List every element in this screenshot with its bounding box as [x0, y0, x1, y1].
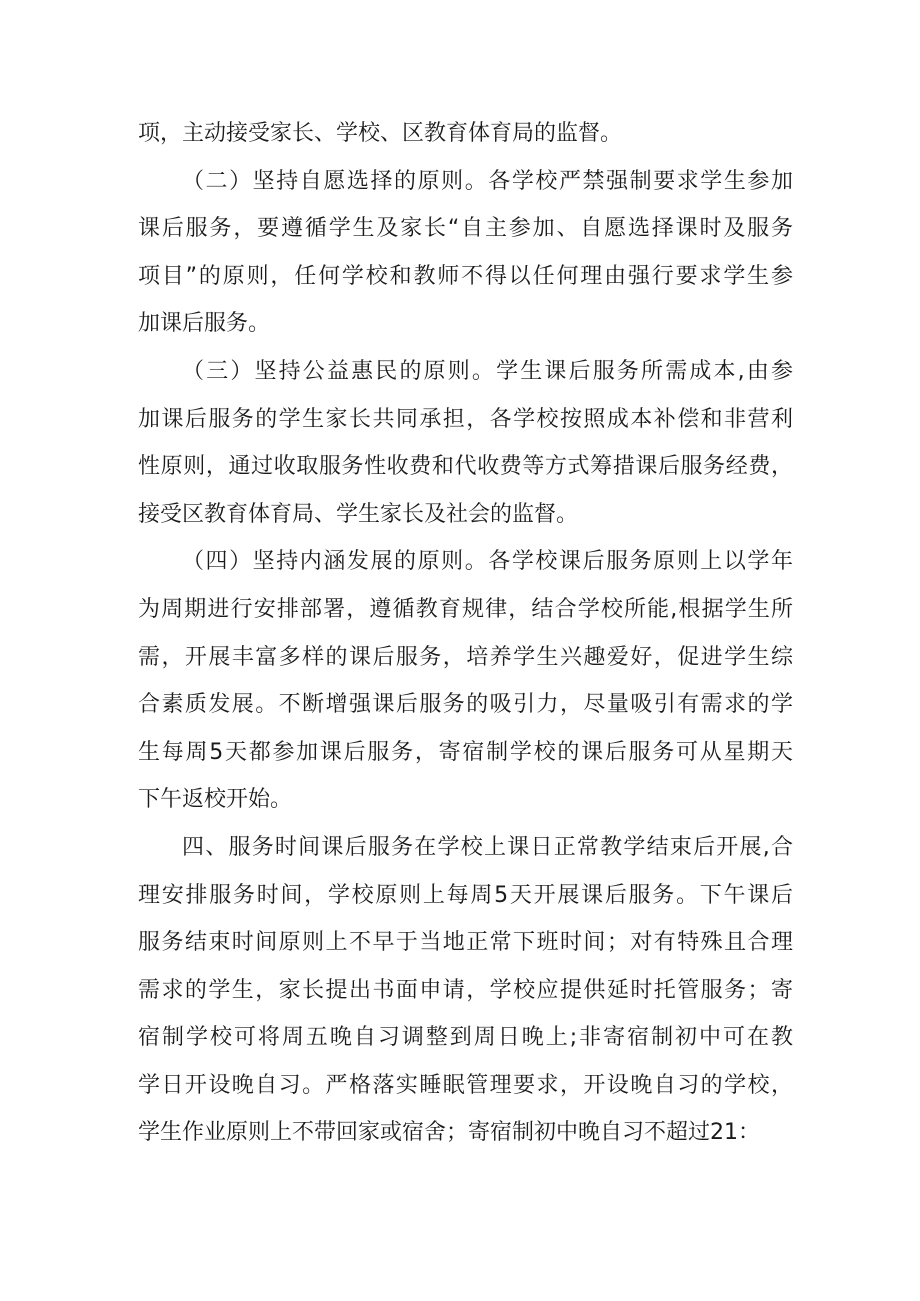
text-line: （二）坚持自愿选择的原则。各学校严禁强制要求学生参加: [182, 168, 793, 194]
text-line: 项目”的原则，任何学校和教师不得以任何理由强行要求学生参: [138, 263, 793, 289]
text-line: 合素质发展。不断增强课后服务的吸引力，尽量吸引有需求的学: [138, 692, 793, 718]
text-line: 加课后服务。: [138, 311, 271, 337]
text-line: 项，主动接受家长、学校、区教育体育局的监督。: [138, 121, 623, 146]
document-body: [138, 110, 793, 1157]
text-line: （四）坚持内涵发展的原则。各学校课后服务原则上以学年: [182, 549, 793, 575]
text-line: 学生作业原则上不带回家或宿舍；寄宿制初中晚自习不超过21：: [138, 1120, 760, 1146]
text-line: 生每周5天都参加课后服务，寄宿制学校的课后服务可从星期天: [138, 739, 793, 765]
text-line: 下午返校开始。: [138, 787, 293, 813]
text-line: 服务结束时间原则上不早于当地正常下班时间；对有特殊且合理: [138, 930, 793, 956]
text-line: （三）坚持公益惠民的原则。学生课后服务所需成本,由参: [182, 358, 793, 384]
text-line: 加课后服务的学生家长共同承担，各学校按照成本补偿和非营利: [138, 406, 793, 432]
text-line: 为周期进行安排部署，遵循教育规律，结合学校所能,根据学生所: [138, 596, 793, 622]
text-line: 四、服务时间课后服务在学校上课日正常教学结束后开展,合: [182, 834, 793, 860]
text-line: 需求的学生，家长提出书面申请，学校应提供延时托管服务；寄: [138, 977, 793, 1003]
text-line: 学日开设晚自习。严格落实睡眠管理要求，开设晚自习的学校，: [138, 1072, 793, 1098]
text-line: 课后服务，要遵循学生及家长“自主参加、自愿选择课时及服务: [138, 216, 793, 242]
text-line: 性原则，通过收取服务性收费和代收费等方式筹措课后服务经费，: [138, 454, 793, 480]
text-line: 接受区教育体育局、学生家长及社会的监督。: [138, 501, 579, 527]
text-line: 宿制学校可将周五晚自习调整到周日晚上;非寄宿制初中可在教: [138, 1025, 793, 1051]
text-line: 需，开展丰富多样的课后服务，培养学生兴趣爱好，促进学生综: [138, 644, 793, 670]
text-line: 理安排服务时间，学校原则上每周5天开展课后服务。下午课后: [138, 882, 793, 908]
